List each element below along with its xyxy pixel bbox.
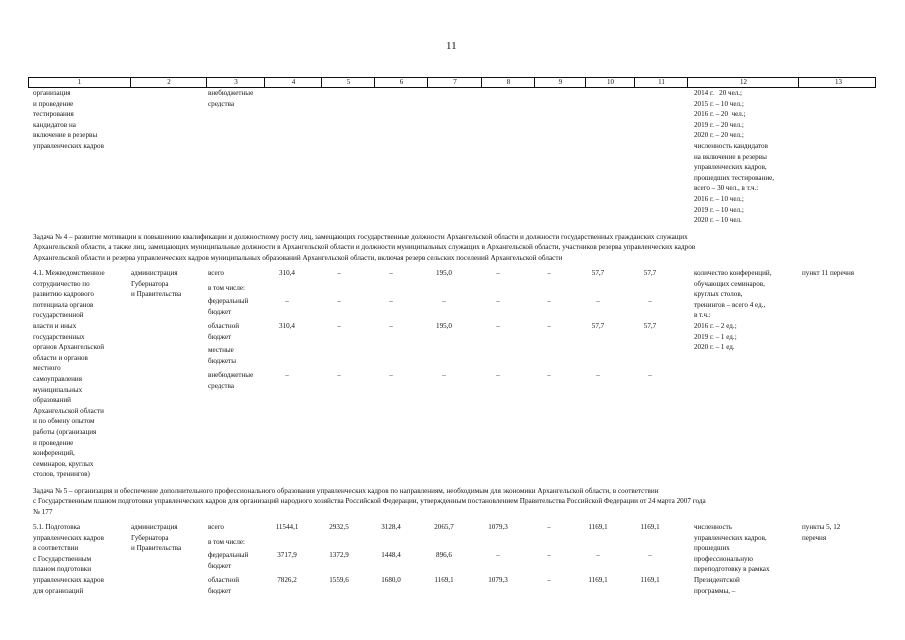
finance-source-label: областной бюджет xyxy=(208,322,240,341)
finance-source-label: областной бюджет xyxy=(208,576,240,595)
task-4-heading: Задача № 4 – развитие мотивации к повышению квалификации и должностному росту лиц, замещающих государственные должности Архангельской области и должности государственных гражданских служащих Архангельской области, а также лиц, замещающих муниципальные должности в Архангельской области и должности муниципальных служащих в Архангельской области, участников резерва управленческих кадров Архангельской области и резерва управленческих кадров муниципальных образований Архангельской области, включая резерв сельских поселений Архангельской области xyxy=(33,233,696,262)
finance-value-cell: – xyxy=(337,297,341,305)
finance-value-cell: – xyxy=(285,297,289,305)
finance-value-cell: 1169,1 xyxy=(588,576,608,584)
finance-value-cell: – xyxy=(547,297,551,305)
finance-value-cell: – xyxy=(596,297,600,305)
finance-source-label: в том числе: xyxy=(208,284,245,292)
finance-value-cell: – xyxy=(596,371,600,379)
finance-value-cell: 2065,7 xyxy=(434,523,454,531)
finance-value-cell: – xyxy=(496,371,500,379)
finance-value-cell: – xyxy=(547,523,551,531)
finance-value-cell: – xyxy=(547,269,551,277)
item-4-1-reference: пункт 11 перечня xyxy=(802,269,855,277)
finance-value-cell: 1680,0 xyxy=(381,576,401,584)
item-5-1-indicators: численность управленческих кадров, прошедших профессиональную переподготовку в рамках Президентской программы, – xyxy=(694,523,770,595)
header-col-10: 10 xyxy=(585,78,635,87)
finance-value-cell: – xyxy=(389,269,393,277)
finance-value-cell: – xyxy=(648,297,652,305)
cont-col3-text: внебюджетные средства xyxy=(208,89,254,108)
finance-value-cell: – xyxy=(547,371,551,379)
table-header-row xyxy=(28,77,876,88)
finance-value-cell: 57,7 xyxy=(643,322,657,330)
finance-value-cell: – xyxy=(337,371,341,379)
header-col-1: 1 xyxy=(77,78,82,86)
finance-value-cell: 57,7 xyxy=(591,269,605,277)
finance-value-cell: 11544,1 xyxy=(275,523,299,531)
finance-value-cell: – xyxy=(496,322,500,330)
finance-value-cell: 3717,9 xyxy=(277,551,297,559)
header-col-3: 3 xyxy=(206,78,265,87)
finance-value-cell: – xyxy=(389,371,393,379)
item-5-1-reference: пункты 5, 12 перечня xyxy=(802,523,841,542)
header-col-12: 12 xyxy=(687,78,799,87)
finance-source-label: в том числе: xyxy=(208,538,245,546)
item-5-1-executor: администрация Губернатора и Правительства xyxy=(131,523,182,553)
finance-value-cell: 195,0 xyxy=(436,269,452,277)
page-number: 11 xyxy=(446,40,457,52)
finance-value-cell: – xyxy=(496,269,500,277)
finance-value-cell: – xyxy=(496,297,500,305)
finance-value-cell: 57,7 xyxy=(643,269,657,277)
header-col-13: 13 xyxy=(798,78,878,87)
finance-source-label: внебюджетные средства xyxy=(208,371,254,390)
finance-value-cell: 7826,2 xyxy=(277,576,297,584)
finance-source-label: федеральный бюджет xyxy=(208,297,249,316)
item-4-1-indicators: количество конференций, обучающих семинаров, круглых столов, тренингов – всего 4 ед., в т.ч.: 2016 г. – 2 ед.; 2019 г. – 1 ед.; 2020 г. – 1 ед. xyxy=(694,269,772,352)
finance-value-cell: 310,4 xyxy=(279,322,295,330)
header-col-11: 11 xyxy=(634,78,688,87)
task-5-heading: Задача № 5 – организация и обеспечение дополнительного профессионального образования управленческих кадров по направлениям, необходимым для экономики Архангельской области, в соответствии с Государственным планом подготовки управленческих кадров для организаций народного хозяйства Российской Федерации, утвержденным постановлением Правительства Российской Федерации от 24 марта 2007 года № 177 xyxy=(33,487,706,516)
finance-value-cell: – xyxy=(547,551,551,559)
header-col-4: 4 xyxy=(264,78,322,87)
header-col-7: 7 xyxy=(427,78,482,87)
header-col-5: 5 xyxy=(321,78,375,87)
finance-value-cell: – xyxy=(337,322,341,330)
header-col-8: 8 xyxy=(481,78,535,87)
cont-col1-text: организация и проведение тестирования кандидатов на включение в резервы управленческих кадров xyxy=(33,89,104,150)
finance-value-cell: – xyxy=(648,371,652,379)
finance-value-cell: 1079,3 xyxy=(488,523,508,531)
finance-value-cell: 1169,1 xyxy=(640,523,660,531)
item-5-1-description: 5.1. Подготовка управленческих кадров в соответствии с Государственным планом подготовки управленческих кадров для организаций xyxy=(33,523,104,595)
header-col-2: 2 xyxy=(130,78,207,87)
finance-value-cell: – xyxy=(389,297,393,305)
finance-value-cell: 57,7 xyxy=(591,322,605,330)
finance-value-cell: – xyxy=(442,297,446,305)
finance-value-cell: 1169,1 xyxy=(434,576,454,584)
finance-value-cell: – xyxy=(547,322,551,330)
finance-source-label: всего xyxy=(208,523,224,531)
finance-value-cell: 1559,6 xyxy=(329,576,349,584)
finance-source-label: местные бюджеты xyxy=(208,346,236,365)
finance-value-cell: 896,6 xyxy=(436,551,452,559)
finance-value-cell: 310,4 xyxy=(279,269,295,277)
item-4-1-executor: администрация Губернатора и Правительства xyxy=(131,269,182,299)
finance-value-cell: 1169,1 xyxy=(588,523,608,531)
finance-value-cell: 1448,4 xyxy=(381,551,401,559)
finance-value-cell: – xyxy=(285,371,289,379)
finance-value-cell: – xyxy=(547,576,551,584)
header-col-9: 9 xyxy=(534,78,586,87)
header-col-6: 6 xyxy=(374,78,428,87)
finance-value-cell: 195,0 xyxy=(436,322,452,330)
finance-value-cell: 1372,9 xyxy=(329,551,349,559)
finance-value-cell: 3128,4 xyxy=(381,523,401,531)
finance-value-cell: – xyxy=(389,322,393,330)
finance-value-cell: – xyxy=(337,269,341,277)
finance-value-cell: – xyxy=(442,371,446,379)
item-4-1-description: 4.1. Межведомственное сотрудничество по развитию кадрового потенциала органов государственной власти и иных государственных органов Архангельской области и органов местного самоуправления муниципальных образований Архангельской области и по обмену опытом работы (организация и проведение конференций, семинаров, круглых столов, тренингов) xyxy=(33,269,105,479)
finance-source-label: всего xyxy=(208,269,224,277)
finance-value-cell: – xyxy=(596,551,600,559)
finance-value-cell: 2932,5 xyxy=(329,523,349,531)
finance-value-cell: 1169,1 xyxy=(640,576,660,584)
cont-col12-text: 2014 г. 20 чел.; 2015 г. – 10 чел.; 2016 г. – 20 чел.; 2019 г. – 20 чел.; 2020 г. – 20 чел.; численность кандидатов на включение в резервы управленческих кадров, прошедших тестирование, всего – 30 чел., в т.ч.: 2016 г. – 10 чел.; 2019 г. – 10 чел.; 2020 г. – 10 чел. xyxy=(694,89,775,225)
finance-value-cell: 1079,3 xyxy=(488,576,508,584)
finance-value-cell: – xyxy=(648,551,652,559)
finance-value-cell: – xyxy=(496,551,500,559)
finance-source-label: федеральный бюджет xyxy=(208,551,249,570)
